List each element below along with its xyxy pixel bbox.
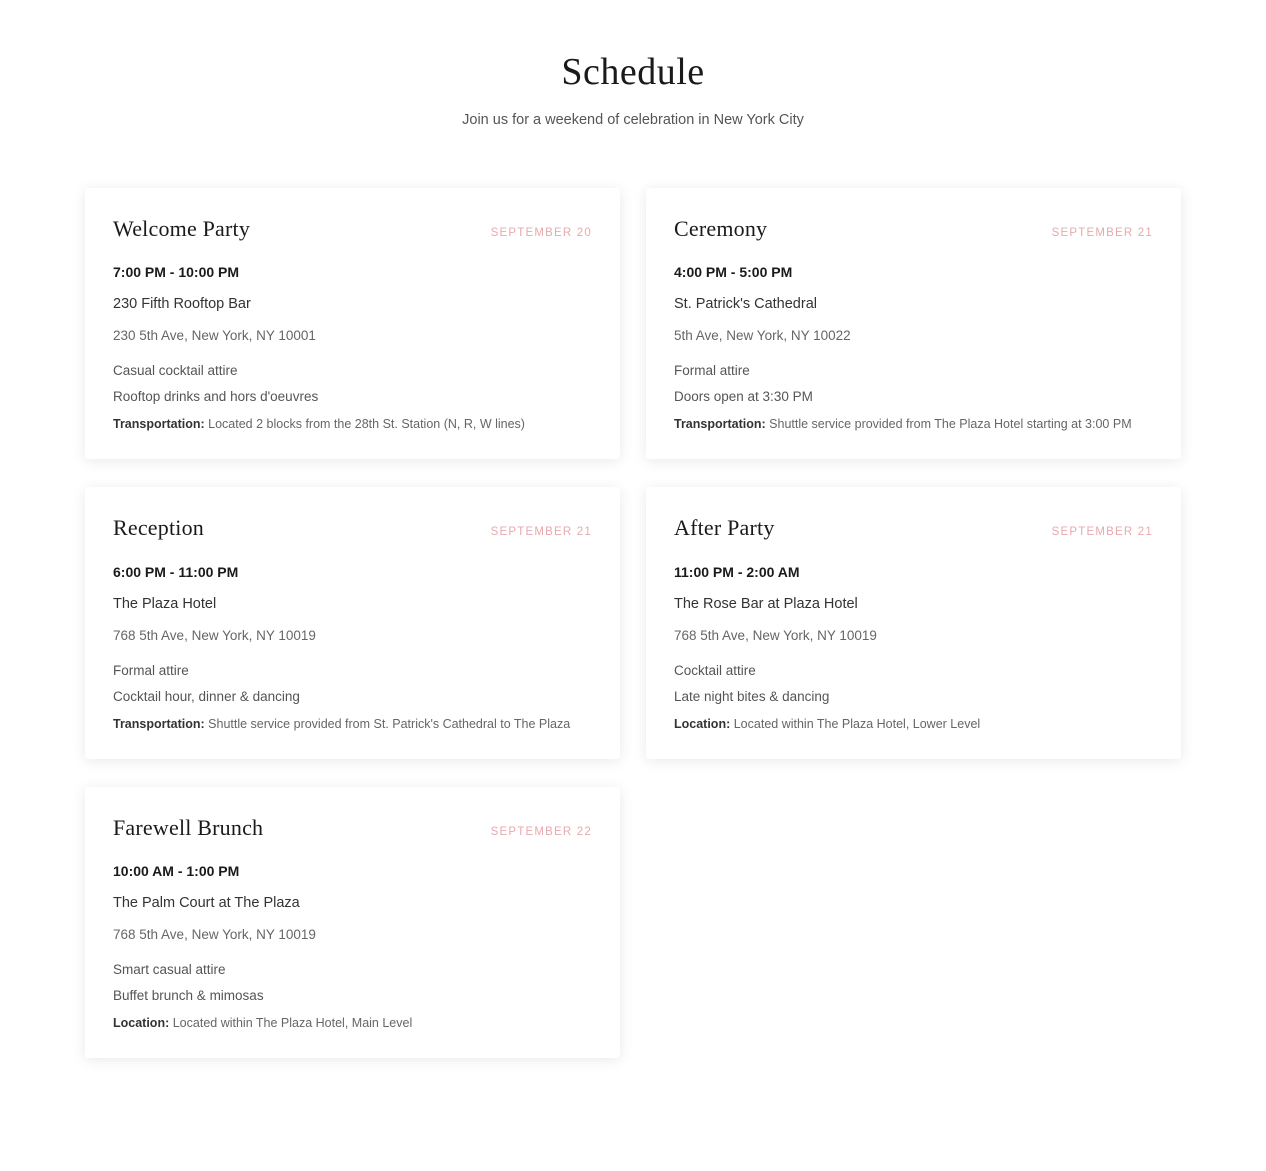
event-card-after-party	[646, 487, 1181, 759]
event-time: 10:00 AM - 1:00 PM	[113, 863, 240, 880]
event-note	[113, 415, 592, 433]
event-date: SEPTEMBER 21	[490, 526, 592, 539]
event-time: 7:00 PM - 10:00 PM	[113, 264, 240, 281]
event-card-header	[674, 515, 1153, 541]
event-note-text: Shuttle service provided from St. Patrick's Cathedral to The Plaza	[208, 716, 571, 731]
event-attire: Casual cocktail attire	[113, 363, 238, 379]
event-time: 6:00 PM - 11:00 PM	[113, 563, 239, 580]
event-note-label: Transportation:	[674, 417, 766, 432]
event-venue: St. Patrick's Cathedral	[674, 296, 817, 313]
event-date: SEPTEMBER 20	[490, 226, 592, 239]
event-card-header	[113, 515, 592, 541]
event-details: Cocktail hour, dinner & dancing	[113, 688, 300, 704]
event-note-text: Located within The Plaza Hotel, Main Level	[172, 1016, 413, 1031]
event-card-header	[113, 216, 592, 242]
event-address: 5th Ave, New York, NY 10022	[674, 328, 851, 344]
event-details: Late night bites & dancing	[674, 688, 830, 704]
event-date: SEPTEMBER 21	[1051, 226, 1153, 239]
event-venue: The Plaza Hotel	[113, 595, 217, 612]
event-note-text: Located within The Plaza Hotel, Lower Level	[733, 716, 981, 731]
event-attire: Smart casual attire	[113, 962, 226, 978]
event-attire: Formal attire	[113, 662, 189, 678]
event-date: SEPTEMBER 21	[1051, 526, 1153, 539]
event-address: 768 5th Ave, New York, NY 10019	[113, 627, 316, 643]
event-title: After Party	[674, 515, 775, 541]
event-card-farewell-brunch	[85, 787, 620, 1059]
event-card-header	[674, 216, 1153, 242]
event-address: 768 5th Ave, New York, NY 10019	[113, 927, 316, 943]
event-details: Buffet brunch & mimosas	[113, 988, 264, 1004]
page-title: Schedule	[561, 51, 705, 93]
event-note-text: Located 2 blocks from the 28th St. Station (N, R, W lines)	[208, 417, 525, 432]
event-address: 768 5th Ave, New York, NY 10019	[674, 627, 877, 643]
event-note-label: Location:	[674, 716, 731, 731]
event-title: Welcome Party	[113, 215, 251, 241]
event-note	[113, 1014, 592, 1032]
event-note	[674, 415, 1153, 433]
event-address: 230 5th Ave, New York, NY 10001	[113, 328, 316, 344]
event-title: Ceremony	[674, 215, 768, 241]
event-card-reception	[85, 487, 620, 759]
event-card-welcome-party	[85, 188, 620, 460]
event-note-label: Transportation:	[113, 716, 205, 731]
event-note-label: Transportation:	[113, 417, 205, 432]
event-note-label: Location:	[113, 1016, 170, 1031]
event-venue: The Rose Bar at Plaza Hotel	[674, 595, 858, 612]
event-attire: Cocktail attire	[674, 662, 756, 678]
grid-empty-cell	[646, 787, 1181, 788]
page-subtitle: Join us for a weekend of celebration in New York City	[462, 111, 804, 128]
event-time: 4:00 PM - 5:00 PM	[674, 264, 793, 281]
event-details: Doors open at 3:30 PM	[674, 389, 813, 405]
event-date: SEPTEMBER 22	[490, 825, 592, 838]
event-card-header	[113, 815, 592, 841]
page-header	[0, 52, 1266, 128]
event-title: Reception	[113, 515, 204, 541]
event-title: Farewell Brunch	[113, 814, 264, 840]
event-note-text: Shuttle service provided from The Plaza Hotel starting at 3:00 PM	[769, 417, 1132, 432]
event-note	[113, 715, 592, 733]
schedule-card-grid	[85, 188, 1181, 1059]
event-venue: The Palm Court at The Plaza	[113, 895, 300, 912]
event-attire: Formal attire	[674, 363, 750, 379]
event-card-ceremony	[646, 188, 1181, 460]
event-details: Rooftop drinks and hors d'oeuvres	[113, 389, 319, 405]
event-venue: 230 Fifth Rooftop Bar	[113, 296, 251, 313]
event-note	[674, 715, 1153, 733]
event-time: 11:00 PM - 2:00 AM	[674, 563, 800, 580]
